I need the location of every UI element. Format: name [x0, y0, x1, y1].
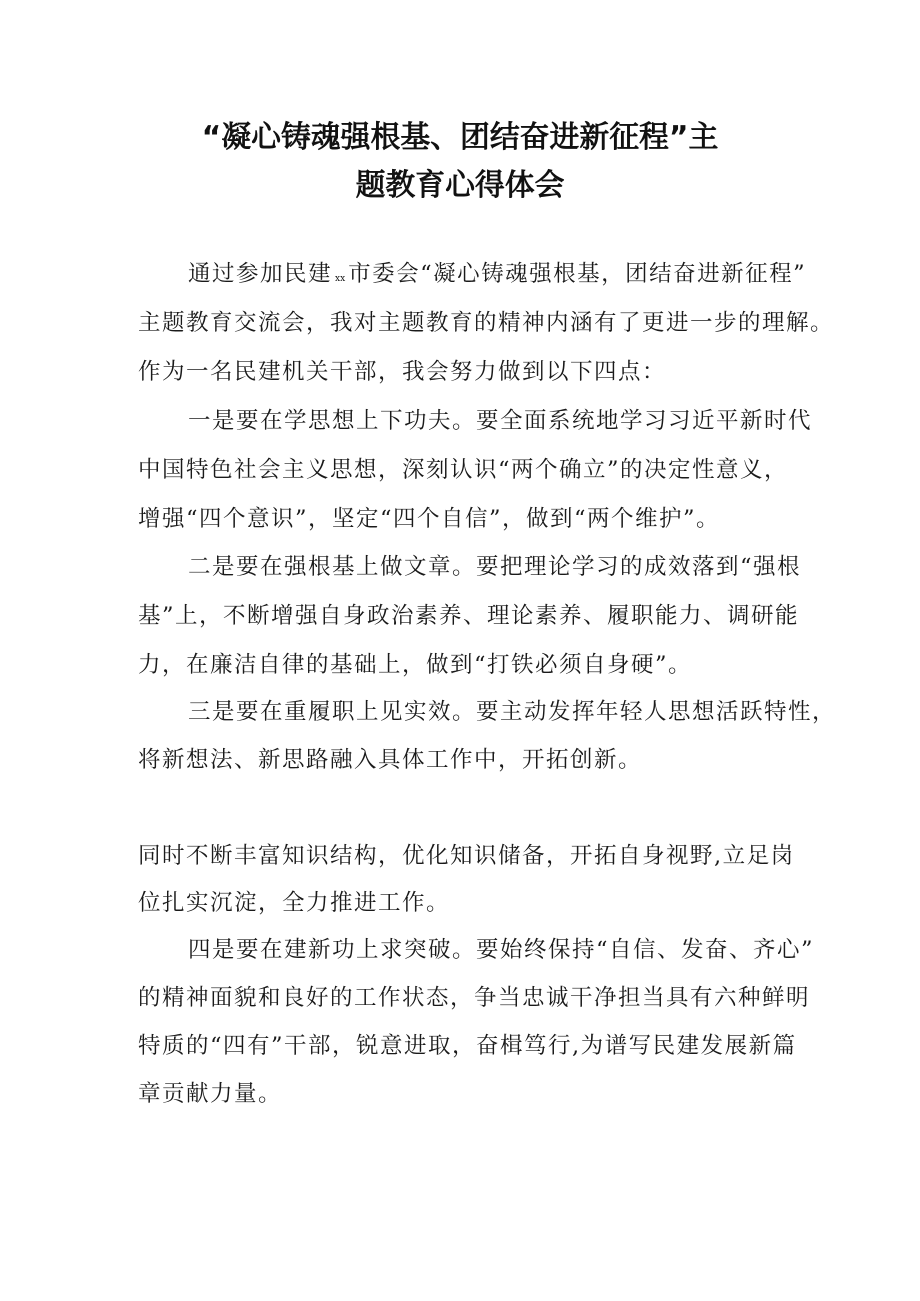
- paragraph-1-line-1: [188, 256, 806, 288]
- paragraph-3-line-2: 基”上，不断增强自身政治素养、理论素养、履职能力、调研能: [138, 603, 800, 629]
- placeholder-city-marker: xx: [335, 274, 346, 284]
- paragraph-3-line-1: 二是要在强根基上做文章。要把理论学习的成效落到“强根: [188, 554, 802, 580]
- paragraph-1-text-b: 市委会“凝心铸魂强根基，团结奋进新征程”: [348, 261, 807, 287]
- paragraph-4-line-1: 三是要在重履职上见实效。要主动发挥年轻人思想活跃特性，: [188, 699, 837, 725]
- paragraph-5-line-2: 位扎实沉淀，全力推进工作。: [138, 890, 451, 916]
- paragraph-1-text-a: 通过参加民建: [188, 261, 333, 287]
- paragraph-1-line-3: 作为一名民建机关干部，我会努力做到以下四点：: [138, 359, 667, 385]
- paragraph-6-line-3: 特质的“四有”干部，锐意进取，奋楫笃行,为谱写民建发展新篇: [138, 1033, 797, 1059]
- paragraph-2-line-1: 一是要在学思想上下功夫。要全面系统地学习习近平新时代: [188, 408, 813, 434]
- paragraph-6-line-2: 的精神面貌和良好的工作状态，争当忠诚干净担当具有六种鲜明: [138, 985, 811, 1011]
- document-title-line-2: 题教育心得体会: [355, 168, 565, 203]
- paragraph-4-line-2: 将新想法、新思路融入具体工作中，开拓创新。: [138, 747, 643, 773]
- document-title-line-1: “凝心铸魂强根基、团结奋进新征程”主: [201, 120, 719, 155]
- paragraph-2-line-2: 中国特色社会主义思想，深刻认识“两个确立”的决定性意义，: [138, 457, 789, 483]
- paragraph-2-line-3: 增强“四个意识”，坚定“四个自信”，做到“两个维护”。: [138, 506, 721, 532]
- paragraph-6-line-1: 四是要在建新功上求突破。要始终保持“自信、发奋、齐心”: [188, 937, 815, 963]
- paragraph-5-line-1: 同时不断丰富知识结构，优化知识储备，开拓自身视野,立足岗: [138, 843, 795, 869]
- paragraph-6-line-4: 章贡献力量。: [138, 1081, 283, 1107]
- paragraph-3-line-3: 力，在廉洁自律的基础上，做到“打铁必须自身硬”。: [138, 652, 693, 678]
- paragraph-1-line-2: 主题教育交流会，我对主题教育的精神内涵有了更进一步的理解。: [138, 310, 835, 336]
